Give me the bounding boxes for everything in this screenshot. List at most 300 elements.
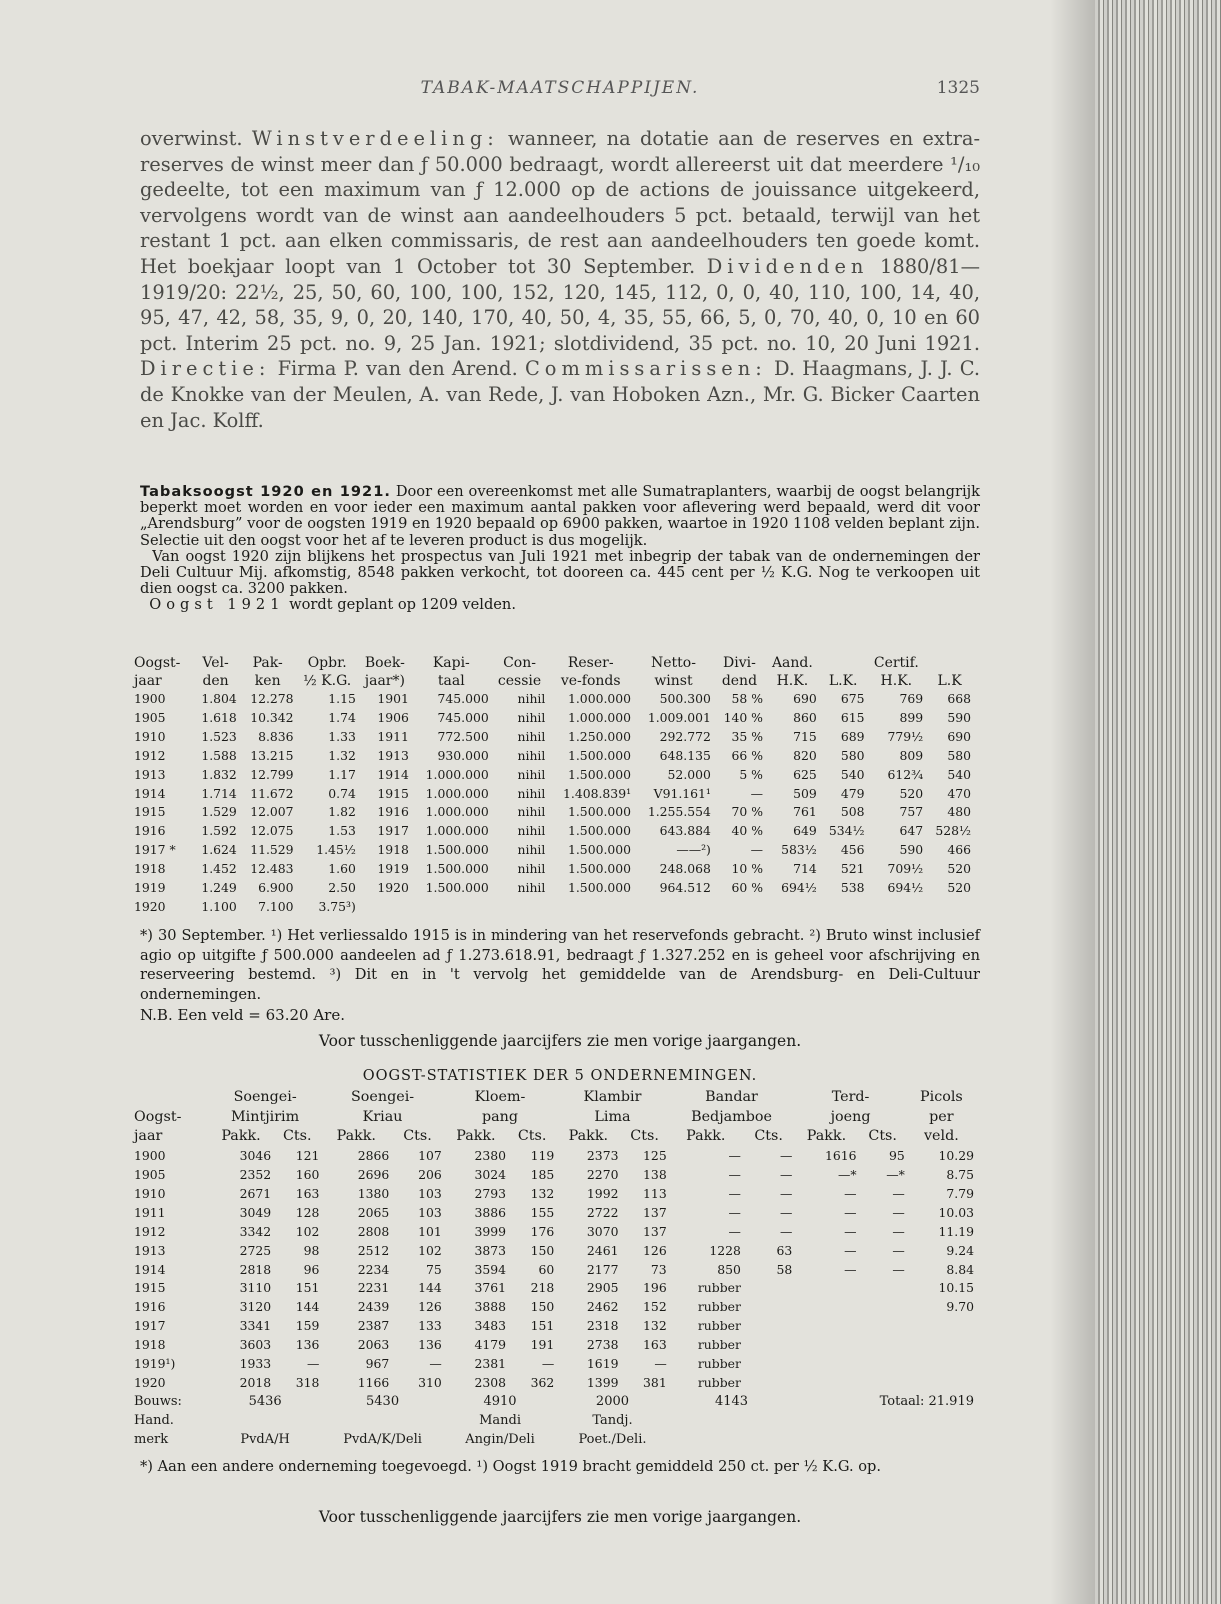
table-cell: 12.007 <box>250 804 294 820</box>
table-cell: 3483 <box>474 1318 507 1334</box>
table-cell: 1.74 <box>328 709 356 725</box>
table-cell <box>796 1336 860 1355</box>
table-cell: 1.45½ <box>316 842 356 858</box>
table-cell: 1.82 <box>328 804 356 820</box>
table-cell: 5436 <box>248 1393 282 1409</box>
table-cell: 12.278 <box>250 691 294 706</box>
table-cell: 121 <box>295 1148 320 1164</box>
table-cell: 1.500.000 <box>425 842 489 858</box>
table-cell: 967 <box>365 1356 390 1372</box>
table-cell: — <box>728 1148 741 1164</box>
table-cell: 2380 <box>474 1148 507 1164</box>
table-row <box>134 728 976 747</box>
column-header: L.K <box>937 673 962 689</box>
table-cell: Bouws: <box>134 1393 182 1409</box>
table-cell: 2373 <box>586 1148 619 1164</box>
table-cell: Poet./Deli. <box>578 1431 647 1447</box>
table-cell: 528½ <box>935 823 971 839</box>
column-header: Terd- <box>831 1089 870 1105</box>
table-cell: 102 <box>418 1242 442 1258</box>
column-header: Cts. <box>282 1128 312 1145</box>
table-row <box>134 1374 978 1393</box>
table-cell: 643.884 <box>659 823 711 839</box>
table-cell: 10.15 <box>938 1280 974 1296</box>
table-cell: 163 <box>643 1337 667 1353</box>
table-cell: — <box>892 1261 905 1277</box>
table-cell: nihil <box>517 880 546 896</box>
table-header-row <box>134 1127 978 1147</box>
table-cell: 466 <box>947 842 971 858</box>
column-header: joeng <box>830 1108 871 1125</box>
table-cell: 2512 <box>357 1242 390 1258</box>
table-cell: rubber <box>697 1318 741 1334</box>
table-cell: nihil <box>517 804 546 820</box>
reference-note-2: Voor tusschenliggende jaarcijfers zie men vorige jaargangen. <box>318 1508 802 1526</box>
table-cell: 159 <box>295 1318 320 1334</box>
table-cell <box>494 898 551 917</box>
table-cell: 3873 <box>474 1242 507 1258</box>
summary-row-bouws <box>134 1393 978 1412</box>
table-cell: 809 <box>899 747 924 763</box>
table-cell: 1.529 <box>201 804 237 820</box>
table-cell: 70 % <box>731 804 763 820</box>
table-cell: 1919¹) <box>134 1356 176 1372</box>
table-cell: — <box>728 1167 741 1183</box>
directie-label: Directie: <box>140 357 271 381</box>
table-cell: 1.000.000 <box>425 785 489 801</box>
table-row <box>134 1317 978 1336</box>
table-cell: 3603 <box>239 1337 272 1353</box>
table-cell: 196 <box>643 1280 667 1296</box>
table-cell: rubber <box>697 1374 741 1390</box>
table-cell <box>861 1374 909 1393</box>
column-header: Netto- <box>651 655 696 671</box>
table-cell: — <box>844 1242 857 1258</box>
table-cell: 1.523 <box>201 728 237 744</box>
table-cell: 649 <box>793 823 817 839</box>
table-cell <box>745 1279 796 1298</box>
table-cell: 8.84 <box>946 1261 974 1277</box>
table-cell: 132 <box>643 1318 667 1334</box>
table-cell: 1914 <box>377 766 409 782</box>
table-cell: 218 <box>530 1280 555 1296</box>
table-cell: 1914 <box>134 785 166 801</box>
table-cell: 1905 <box>134 709 166 725</box>
table-cell: 12.075 <box>250 823 294 839</box>
column-header: Kapi- <box>432 655 470 671</box>
column-header: pang <box>482 1108 519 1125</box>
table-cell: 899 <box>899 709 924 725</box>
table-cell <box>796 1317 860 1336</box>
table-cell: 1900 <box>134 691 166 706</box>
table-cell <box>211 1412 323 1431</box>
table-cell: 2270 <box>586 1167 619 1183</box>
table-cell: 151 <box>530 1318 555 1334</box>
column-header: ½ K.G. <box>303 673 352 689</box>
table-cell: 163 <box>295 1185 320 1201</box>
section-title: Tabaksoogst 1920 en 1921. <box>140 483 391 500</box>
table-cell: nihil <box>517 747 546 763</box>
table-cell: 2308 <box>474 1374 507 1390</box>
table-cell: 133 <box>418 1318 442 1334</box>
table-cell: 479 <box>840 785 865 801</box>
table-cell: 12.799 <box>250 766 294 782</box>
table-cell: PvdA/H <box>240 1431 290 1447</box>
table-cell: 772.500 <box>437 728 489 744</box>
table-cell: 1917 * <box>134 842 176 858</box>
table-cell: 102 <box>295 1223 320 1239</box>
table-cell: 160 <box>295 1167 320 1183</box>
table-cell: 1.32 <box>328 747 356 763</box>
table-cell: 1920 <box>134 898 166 914</box>
table-cell: 2722 <box>586 1204 619 1220</box>
table-cell: 1.500.000 <box>567 823 632 839</box>
table-cell: 648.135 <box>659 747 711 763</box>
table-cell: 191 <box>530 1337 555 1353</box>
table-cell: 520 <box>947 861 971 877</box>
table-cell: 1911 <box>134 1204 166 1220</box>
table-cell <box>768 898 822 917</box>
table-cell: 2462 <box>586 1299 619 1315</box>
table-cell: 689 <box>840 728 865 744</box>
column-header: Pakk. <box>568 1128 609 1145</box>
table-cell: 1917 <box>377 823 409 839</box>
table-cell: 1912 <box>134 747 166 763</box>
table-cell: 2808 <box>357 1223 390 1239</box>
table-cell: 520 <box>947 880 971 896</box>
table-cell: 4179 <box>474 1337 507 1353</box>
table-cell <box>861 1355 909 1374</box>
table-cell: 2725 <box>239 1242 272 1258</box>
column-header: Cts. <box>754 1128 783 1145</box>
table-cell: 3886 <box>474 1204 507 1220</box>
table-cell: 185 <box>530 1167 555 1183</box>
column-header: taal <box>437 673 465 689</box>
table-cell: 1933 <box>239 1356 272 1372</box>
column-header: jaar <box>134 1128 163 1145</box>
table-cell <box>745 1355 796 1374</box>
table-cell: 4910 <box>483 1393 517 1409</box>
table-cell: 58 % <box>731 691 763 706</box>
column-header: Cts. <box>403 1128 432 1145</box>
table-cell <box>861 1279 909 1298</box>
column-header: Soengei- <box>351 1089 415 1105</box>
table-row <box>134 1355 978 1374</box>
table-cell: 1.624 <box>201 842 237 858</box>
reference-note-1: Voor tusschenliggende jaarcijfers zie men vorige jaargangen. <box>318 1032 802 1050</box>
table-cell: 103 <box>418 1204 442 1220</box>
table-cell: 3070 <box>586 1223 619 1239</box>
table-cell: 1616 <box>825 1148 857 1164</box>
table-cell <box>796 1355 860 1374</box>
table-row <box>134 1242 978 1261</box>
table-cell: 1.100 <box>201 898 237 914</box>
table-cell: 1901 <box>377 691 409 706</box>
table-cell <box>861 1298 909 1317</box>
table-cell: 1919 <box>377 861 409 877</box>
table-cell: 125 <box>643 1148 667 1164</box>
column-header: Pakk. <box>456 1128 496 1145</box>
table-cell: V91.161¹ <box>653 785 711 801</box>
table-cell: 151 <box>295 1280 320 1296</box>
table-cell: 690 <box>793 691 817 706</box>
table-cell <box>796 1431 978 1450</box>
table-cell: — <box>306 1356 320 1372</box>
column-header: Picols <box>920 1089 963 1105</box>
intro-text-1: overwinst. <box>140 127 243 150</box>
table-cell: 73 <box>650 1261 667 1277</box>
table-cell: 1.250.000 <box>567 728 632 744</box>
table-cell <box>716 898 768 917</box>
table-cell: 126 <box>643 1242 667 1258</box>
table-row <box>134 766 976 785</box>
table-cell: — <box>779 1223 793 1239</box>
table-cell: Hand. <box>134 1412 174 1428</box>
table-cell: 694½ <box>781 880 817 896</box>
section-text-1: Door een overeenkomst met alle Sumatraplanters, waarbij de oogst belangrijk beperkt moet worden en voor ieder een maximum aantal pakken voor aflevering werd bepaald, werd dit voor „Arendsburg” voor de oogsten 1919 en 1920 bepaald op 6900 pakken, waartoe in 1920 1108 velden beplant zijn. Selectie uit den oogst voor het af te leveren product is dus mogelijk. <box>140 483 981 549</box>
table-cell: 1916 <box>134 1299 166 1315</box>
table-cell: 3.75³) <box>318 898 356 914</box>
column-header: Aand. <box>771 655 813 671</box>
table-cell <box>796 1412 978 1431</box>
table-cell: 1.15 <box>328 691 356 706</box>
table-cell: 1906 <box>377 709 409 725</box>
table-cell: 534½ <box>828 823 865 839</box>
table-cell: 470 <box>947 785 971 801</box>
table-cell: Mandi <box>479 1412 521 1428</box>
table-cell: Angin/Deli <box>465 1431 535 1447</box>
column-header: Certif. <box>873 655 919 671</box>
table-cell: 508 <box>840 804 865 820</box>
table-cell: 206 <box>418 1167 442 1183</box>
table-cell: 128 <box>295 1204 320 1220</box>
table-cell: 11.529 <box>250 842 294 858</box>
table-cell: 1.000.000 <box>567 691 632 706</box>
table-cell: 1228 <box>709 1242 741 1258</box>
table-cell: — <box>892 1242 905 1258</box>
table-cell: 176 <box>530 1223 555 1239</box>
table-cell <box>414 898 494 917</box>
table-cell: 1.000.000 <box>425 804 489 820</box>
table-cell: nihil <box>517 709 546 725</box>
table-cell: nihil <box>517 823 546 839</box>
table-cell <box>909 1336 978 1355</box>
table-cell: — <box>844 1223 857 1239</box>
column-header: Pakk. <box>336 1128 376 1145</box>
table-cell: 1917 <box>134 1318 166 1334</box>
table-cell: 1.588 <box>201 747 237 763</box>
table-cell <box>745 1336 796 1355</box>
table-cell: 2381 <box>474 1356 507 1372</box>
table-cell: 2671 <box>239 1185 272 1201</box>
column-header: Cts. <box>630 1128 659 1145</box>
column-header: Boek- <box>364 655 405 671</box>
table-cell: 10.29 <box>938 1148 974 1164</box>
table-cell: 40 % <box>731 823 763 839</box>
table-cell <box>796 1279 860 1298</box>
table-cell: 152 <box>643 1299 667 1315</box>
table-cell <box>909 1374 978 1393</box>
table-cell: 509 <box>793 785 817 801</box>
table-cell: 1919 <box>134 880 166 896</box>
table-cell: — <box>779 1204 793 1220</box>
table-cell <box>550 898 636 917</box>
table-cell: 3888 <box>474 1299 507 1315</box>
table-row <box>134 1261 978 1280</box>
table-header-row <box>134 654 976 672</box>
table-cell: — <box>844 1261 857 1277</box>
table-cell: 3110 <box>239 1280 272 1296</box>
table-cell: nihil <box>517 728 546 744</box>
column-header: L.K. <box>828 673 858 689</box>
page-gutter-shadow <box>1050 0 1095 1604</box>
table-cell: 690 <box>947 728 971 744</box>
nb-note: N.B. Een veld = 63.20 Are. <box>140 1006 345 1024</box>
table-cell: 1399 <box>586 1374 619 1390</box>
running-title: TABAK-MAATSCHAPPIJEN. <box>420 78 700 98</box>
intro-text-2: wanneer, na dotatie aan de reserves en extra-reserves de winst meer dan ƒ 50.000 bedraagt, wordt allereerst uit dat meerdere ¹/₁₀ gedeelte, tot een maximum van ƒ 12.000 op de actions de jouissance uitgekeerd, vervolgens wordt van de winst aan aandeelhouders 5 pct. betaald, terwijl van het restant 1 pct. aan elken commissaris, de rest aan aandeelhouders ten goede komt. Het boekjaar loopt van 1 October tot 30 September. <box>140 127 981 278</box>
table-cell: — <box>844 1185 857 1201</box>
table-cell: 1.500.000 <box>567 747 632 763</box>
table-cell: 11.19 <box>938 1223 974 1239</box>
table-cell: 1.500.000 <box>425 861 489 877</box>
table-cell: 95 <box>889 1148 905 1164</box>
table-cell: 98 <box>303 1242 320 1258</box>
table-cell: 103 <box>418 1185 442 1201</box>
table-cell: Tandj. <box>592 1412 633 1428</box>
table-cell: 1.000.000 <box>567 709 632 725</box>
column-header: per <box>929 1108 954 1125</box>
table-cell: 1.249 <box>201 880 237 896</box>
table-cell: 66 % <box>731 747 763 763</box>
table-cell: 12.483 <box>250 861 294 877</box>
table-cell: 137 <box>643 1223 667 1239</box>
page-stack-edges <box>1095 0 1221 1604</box>
table-cell: rubber <box>697 1337 741 1353</box>
table-cell: 2177 <box>586 1261 619 1277</box>
table-header-row <box>134 1088 978 1108</box>
column-header <box>822 654 870 672</box>
table-cell: 136 <box>295 1337 320 1353</box>
table-cell: 1.500.000 <box>567 861 632 877</box>
intro-paragraph <box>140 126 980 433</box>
table-cell: 709½ <box>887 861 924 877</box>
column-header: Bedjamboe <box>691 1108 772 1125</box>
table-cell: 1920 <box>377 880 409 896</box>
table-cell <box>671 1412 797 1431</box>
table-cell: rubber <box>697 1299 741 1315</box>
table-cell: 1.408.839¹ <box>563 785 632 801</box>
summary-row-hand <box>134 1412 978 1431</box>
column-header: Pak- <box>252 655 283 671</box>
table-cell: 5430 <box>366 1393 400 1409</box>
table-cell: 1.17 <box>328 766 356 782</box>
table-cell: rubber <box>697 1280 741 1296</box>
table-cell: 615 <box>840 709 865 725</box>
table-row <box>134 860 976 879</box>
table-cell: 144 <box>295 1299 320 1315</box>
table-cell: 1915 <box>377 785 409 801</box>
column-header: Kriau <box>362 1108 403 1125</box>
table-cell: 3046 <box>239 1148 272 1164</box>
table-cell <box>909 1355 978 1374</box>
table-cell: 1.618 <box>201 709 237 725</box>
table-cell: 520 <box>899 785 924 801</box>
table-cell: 132 <box>530 1185 555 1201</box>
table-cell: 1914 <box>134 1261 166 1277</box>
column-header: Pakk. <box>221 1128 261 1145</box>
table-cell: 60 <box>538 1261 555 1277</box>
table-cell: 583½ <box>781 842 817 858</box>
table-cell: nihil <box>517 842 546 858</box>
table-cell: 1.452 <box>201 861 237 877</box>
table-cell: 590 <box>899 842 924 858</box>
table-cell: 3999 <box>474 1223 507 1239</box>
table-cell: 3049 <box>239 1204 272 1220</box>
table-cell: 3024 <box>474 1167 507 1183</box>
table-row <box>134 898 976 917</box>
footnotes-table1: *) 30 September. ¹) Het verliessaldo 1915 is in mindering van het reservefonds gebracht. ²) Bruto winst inclusief agio op uitgifte ƒ 500.000 aandeelen ad ƒ 1.273.618.91, bedraagt ƒ 1.327.252 en is geheel voor afschrijving en reserveering bestemd. ³) Dit en in 't vervolg het gemiddelde van de Arendsburg- en Deli-Cultuur ondernemingen. <box>140 927 980 1003</box>
table-cell: 590 <box>947 709 971 725</box>
table-cell: 140 % <box>723 709 763 725</box>
table-cell: 292.772 <box>659 728 711 744</box>
table-row <box>134 1298 978 1317</box>
table-row <box>134 785 976 804</box>
table-cell: 1.33 <box>328 728 356 744</box>
table-cell: — <box>654 1356 667 1372</box>
column-header: ve-fonds <box>560 673 621 689</box>
tabaksoogst-section <box>140 484 980 614</box>
table-cell: 126 <box>418 1299 442 1315</box>
table-cell: 1.60 <box>328 861 356 877</box>
table-row <box>134 1185 978 1204</box>
table-cell: — <box>541 1356 555 1372</box>
column-header: Lima <box>594 1108 631 1125</box>
table-cell: — <box>892 1185 905 1201</box>
table-cell <box>636 898 716 917</box>
table-cell: — <box>892 1204 905 1220</box>
column-header: jaar*) <box>364 673 405 689</box>
table-cell: 930.000 <box>437 747 489 763</box>
table-cell: 1905 <box>134 1167 166 1183</box>
table-cell: 0.74 <box>328 785 356 801</box>
table-cell <box>861 1336 909 1355</box>
table-cell: 1916 <box>377 804 409 820</box>
table-cell: 101 <box>418 1223 442 1239</box>
table-cell: 35 % <box>731 728 763 744</box>
table-cell: — <box>844 1204 857 1220</box>
section-text-3: wordt geplant op 1209 velden. <box>289 596 516 614</box>
table-cell: 647 <box>899 823 924 839</box>
table-cell: 1916 <box>134 823 166 839</box>
table-cell: — <box>750 842 763 858</box>
table-cell: 2461 <box>586 1242 619 1258</box>
column-header: Opbr. <box>307 655 347 671</box>
table-cell: 150 <box>530 1299 555 1315</box>
column-header: veld. <box>923 1128 959 1145</box>
table-cell: 860 <box>793 709 817 725</box>
table-cell: 1912 <box>134 1223 166 1239</box>
table-cell: nihil <box>517 785 546 801</box>
table-cell: 1619 <box>586 1356 619 1372</box>
column-header: Kloem- <box>474 1089 526 1105</box>
table-row <box>134 841 976 860</box>
table-cell: 1.832 <box>201 766 237 782</box>
table-cell: 2063 <box>357 1337 390 1353</box>
table-cell: 1.500.000 <box>567 880 632 896</box>
table-row <box>134 1147 978 1166</box>
table-cell: 2231 <box>357 1280 390 1296</box>
